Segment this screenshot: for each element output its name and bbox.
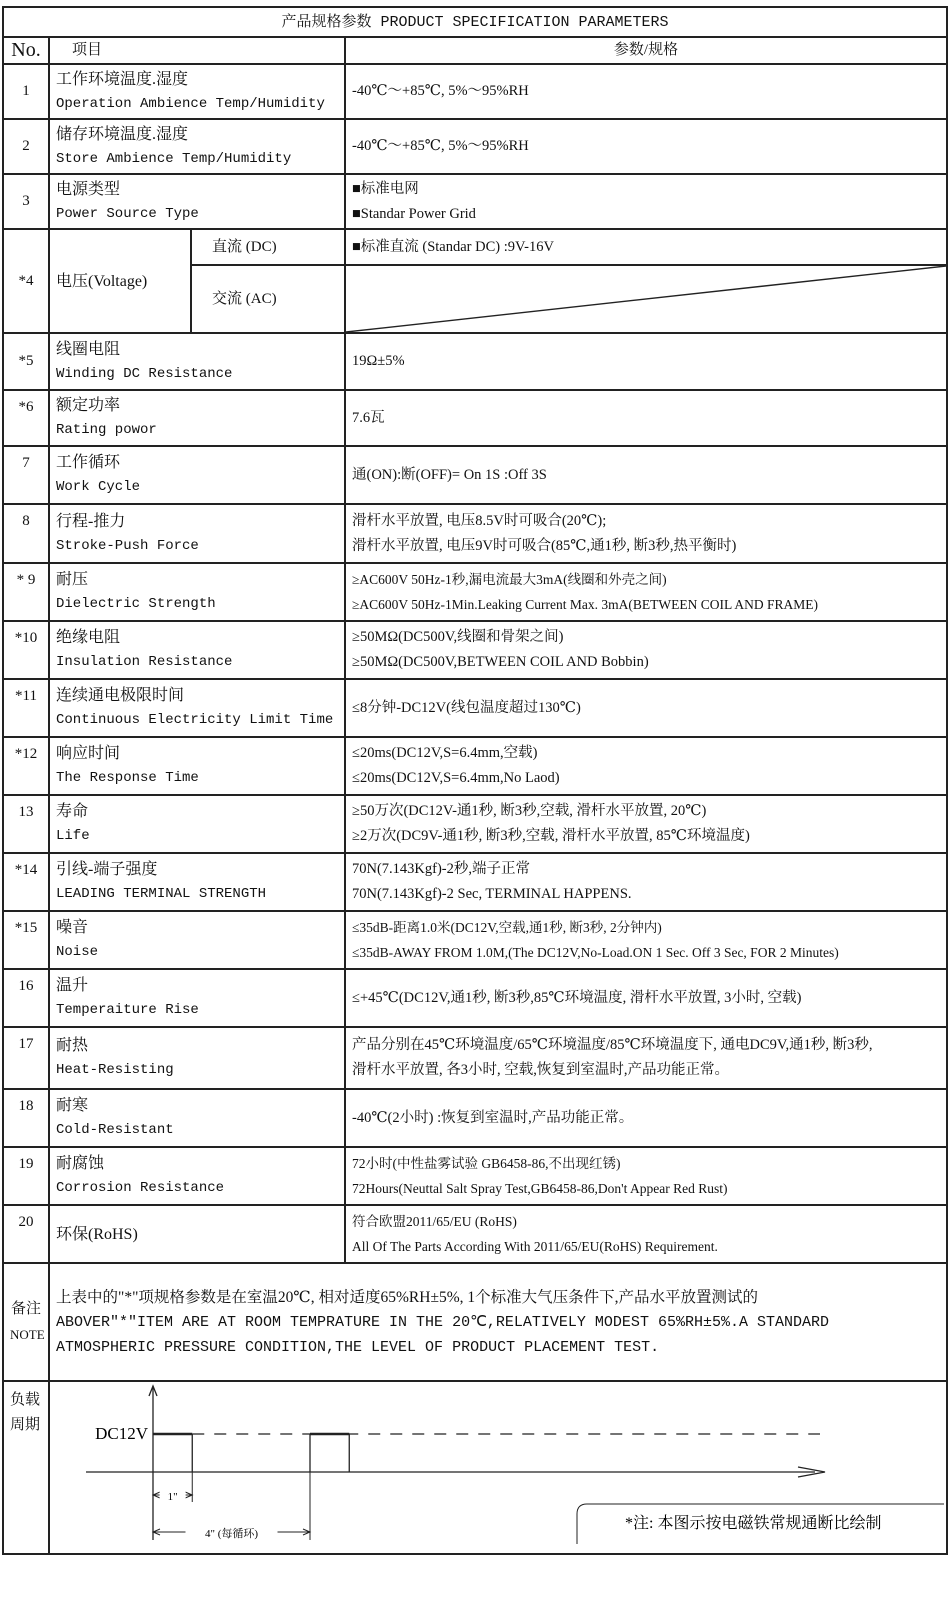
item-name-en: Dielectric Strength	[56, 596, 216, 612]
item-cell	[49, 119, 345, 174]
item-cell	[49, 1027, 345, 1089]
param-cell	[345, 64, 947, 119]
item-name-en: Corrosion Resistance	[56, 1180, 225, 1196]
spec-row	[3, 504, 947, 563]
item-name-en: Stroke-Push Force	[56, 537, 199, 554]
row-number: 2	[3, 119, 49, 174]
param-cell	[345, 174, 947, 229]
item-name-cn: 耐热	[56, 1037, 89, 1054]
param-line: ≤20ms(DC12V,S=6.4mm,No Laod)	[352, 770, 560, 786]
param-cell	[345, 119, 947, 174]
item-name-cn: 噪音	[56, 919, 89, 936]
item-name-cn: 行程-推力	[56, 512, 126, 530]
param-line: 通(ON):断(OFF)= On 1S :Off 3S	[352, 466, 547, 483]
item-name-en: Store Ambience Temp/Humidity	[56, 150, 292, 167]
row-number: *10	[3, 621, 49, 679]
param-cell	[345, 679, 947, 737]
item-cell	[49, 1147, 345, 1205]
spec-row	[3, 1205, 947, 1263]
item-name-cn: 储存环境温度.湿度	[56, 125, 189, 143]
item-name-en: Power Source Type	[56, 205, 199, 222]
param-cell	[345, 1147, 947, 1205]
row-number: 20	[3, 1205, 49, 1263]
param-cell	[345, 333, 947, 390]
cycle-label-line: 周期	[10, 1417, 41, 1433]
item-name-en: Cold-Resistant	[56, 1122, 174, 1138]
spec-row	[3, 737, 947, 795]
cycle-diagram-cell	[49, 1381, 947, 1554]
item-cell	[49, 333, 345, 390]
note-line: ATMOSPHERIC PRESSURE CONDITION,THE LEVEL OF PRODUCT PLACEMENT TEST.	[56, 1338, 660, 1356]
note-line: ABOVER"*"ITEM ARE AT ROOM TEMPRATURE IN THE 20℃,RELATIVELY MODEST 65%RH±5%.A STANDARD	[56, 1313, 829, 1331]
item-name-cn: 绝缘电阻	[56, 629, 121, 646]
spec-row	[3, 1147, 947, 1205]
row-number: * 9	[3, 563, 49, 621]
item-name-cn: 响应时间	[56, 745, 121, 762]
item-name-cn: 引线-端子强度	[56, 861, 158, 878]
param-line: ■Standar Power Grid	[352, 205, 476, 222]
duty-cycle-diagram	[50, 1382, 944, 1544]
param-line: 72小时(中性盐雾试验 GB6458-86,不出现红锈)	[352, 1156, 621, 1171]
dc-label: 直流 (DC)	[191, 229, 345, 265]
note-label-en: NOTE	[10, 1327, 45, 1342]
param-cell	[345, 969, 947, 1027]
row-number: 7	[3, 446, 49, 504]
item-cell	[49, 174, 345, 229]
item-name-cn: 线圈电阻	[56, 340, 121, 358]
param-line: ≥2万次(DC9V-通1秒, 断3秒,空载, 滑杆水平放置, 85℃环境温度)	[352, 828, 750, 844]
param-cell	[345, 1027, 947, 1089]
param-cell	[345, 563, 947, 621]
row-number: *14	[3, 853, 49, 911]
row-number: *5	[3, 333, 49, 390]
param-cell	[345, 390, 947, 446]
item-name-cn: 寿命	[56, 803, 89, 820]
item-cell	[49, 504, 345, 563]
item-name-cn: 额定功率	[56, 397, 121, 414]
spec-row	[3, 174, 947, 229]
param-line: ≥50万次(DC12V-通1秒, 断3秒,空载, 滑杆水平放置, 20℃)	[352, 803, 707, 819]
spec-row	[3, 853, 947, 911]
row-number: 1	[3, 64, 49, 119]
item-cell	[49, 853, 345, 911]
item-name-cn: 工作循环	[56, 454, 121, 471]
param-line: ≥50MΩ(DC500V,线圈和骨架之间)	[352, 629, 564, 645]
item-name-en: LEADING TERMINAL STRENGTH	[56, 886, 267, 902]
item-cell	[49, 563, 345, 621]
item-name-en: Noise	[56, 944, 99, 960]
period-label: 4" (每循环)	[204, 1528, 259, 1540]
spec-row	[3, 795, 947, 853]
row-number: 17	[3, 1027, 49, 1089]
item-cell	[49, 446, 345, 504]
col-header-item: 项目	[49, 37, 345, 64]
item-cell	[49, 911, 345, 969]
on-time-label: 1"	[167, 1491, 178, 1503]
spec-row	[3, 333, 947, 390]
note-label	[3, 1263, 49, 1381]
note-text	[49, 1263, 947, 1381]
spec-row	[3, 563, 947, 621]
item-name-en: Temperaiture Rise	[56, 1002, 199, 1018]
param-line: -40℃(2小时) :恢复到室温时,产品功能正常。	[352, 1109, 634, 1126]
item-name-cn: 电源类型	[56, 180, 121, 198]
item-name-en: Rating powor	[56, 422, 157, 438]
item-name-cn: 耐腐蚀	[56, 1155, 105, 1172]
item-name-cn: 温升	[56, 977, 89, 994]
ac-label: 交流 (AC)	[191, 265, 345, 333]
spec-row	[3, 1027, 947, 1089]
table-title: 产品规格参数 PRODUCT SPECIFICATION PARAMETERS	[3, 7, 947, 37]
row-number: *6	[3, 390, 49, 446]
param-line: 72Hours(Neuttal Salt Spray Test,GB6458-86,Don't Appear Red Rust)	[352, 1181, 728, 1196]
item-name-en: Heat-Resisting	[56, 1062, 174, 1078]
param-line: ■标准直流 (Standar DC) :9V-16V	[352, 238, 554, 255]
item-name-cn: 连续通电极限时间	[56, 687, 185, 704]
param-line: -40℃～+85℃, 5%～95%RH	[352, 138, 529, 154]
param-line: ≤35dB-距离1.0米(DC12V,空载,通1秒, 断3秒, 2分钟内)	[352, 920, 662, 935]
row-number: 8	[3, 504, 49, 563]
spec-row	[3, 911, 947, 969]
item-cell	[49, 679, 345, 737]
param-line: 产品分别在45℃环境温度/65℃环境温度/85℃环境温度下, 通电DC9V,通1秒, 断3秒,	[352, 1037, 873, 1053]
spec-row	[3, 679, 947, 737]
item-name-cn: 电压(Voltage)	[56, 272, 148, 290]
param-line: 滑杆水平放置, 电压9V时可吸合(85℃,通1秒, 断3秒,热平衡时)	[352, 537, 737, 554]
param-cell	[345, 1205, 947, 1263]
param-line: ≤35dB-AWAY FROM 1.0M,(The DC12V,No-Load.ON 1 Sec. Off 3 Sec, FOR 2 Minutes)	[352, 945, 839, 960]
row-number: *12	[3, 737, 49, 795]
param-line: ≥AC600V 50Hz-1秒,漏电流最大3mA(线圈和外壳之间)	[352, 572, 667, 587]
item-cell	[49, 1089, 345, 1147]
param-cell	[345, 1089, 947, 1147]
param-line: ≤20ms(DC12V,S=6.4mm,空载)	[352, 745, 538, 761]
col-header-no: No.	[3, 37, 49, 64]
cycle-label-line: 负载	[10, 1392, 41, 1408]
note-line: 上表中的"*"项规格参数是在室温20℃, 相对适度65%RH±5%, 1个标准大气压条件下,产品水平放置测试的	[56, 1288, 758, 1306]
item-cell	[49, 737, 345, 795]
item-name-cn: 工作环境温度.湿度	[56, 70, 189, 88]
param-line: 符合欧盟2011/65/EU (RoHS)	[352, 1214, 517, 1229]
spec-row	[3, 969, 947, 1027]
cycle-label	[3, 1381, 49, 1554]
spec-table	[2, 6, 948, 1555]
row-number: *15	[3, 911, 49, 969]
voltage-label: DC12V	[95, 1424, 148, 1443]
item-name-cn: 环保(RoHS)	[56, 1225, 138, 1243]
col-header-param: 参数/规格	[345, 37, 947, 64]
param-line: 滑杆水平放置, 各3小时, 空载,恢复到室温时,产品功能正常。	[352, 1062, 729, 1078]
spec-row	[3, 621, 947, 679]
param-cell	[345, 737, 947, 795]
row-number: 16	[3, 969, 49, 1027]
param-line: 滑杆水平放置, 电压8.5V时可吸合(20℃);	[352, 512, 607, 529]
param-line: 70N(7.143Kgf)-2秒,端子正常	[352, 861, 531, 877]
spec-row	[3, 446, 947, 504]
item-cell	[49, 621, 345, 679]
param-line: All Of The Parts According With 2011/65/EU(RoHS) Requirement.	[352, 1239, 718, 1254]
item-cell	[49, 795, 345, 853]
param-line: 7.6瓦	[352, 409, 385, 426]
item-name-en: Winding DC Resistance	[56, 365, 233, 382]
item-cell	[49, 390, 345, 446]
param-cell	[345, 504, 947, 563]
param-line: -40℃～+85℃, 5%～95%RH	[352, 83, 529, 99]
row-number: 18	[3, 1089, 49, 1147]
param-cell	[345, 229, 947, 265]
param-line: ≥AC600V 50Hz-1Min.Leaking Current Max. 3mA(BETWEEN COIL AND FRAME)	[352, 597, 818, 612]
spec-row	[3, 64, 947, 119]
row-number: 13	[3, 795, 49, 853]
cycle-footnote: *注: 本图示按电磁铁常规通断比绘制	[625, 1515, 882, 1532]
item-name-cn: 耐压	[56, 571, 89, 588]
row-number: *11	[3, 679, 49, 737]
param-cell	[345, 911, 947, 969]
item-name-en: Work Cycle	[56, 479, 141, 495]
item-name-cn: 耐寒	[56, 1097, 89, 1114]
param-line: 70N(7.143Kgf)-2 Sec, TERMINAL HAPPENS.	[352, 886, 632, 902]
row-number: 19	[3, 1147, 49, 1205]
item-cell	[49, 1205, 345, 1263]
item-name-en: Life	[56, 828, 90, 844]
param-cell	[345, 795, 947, 853]
item-cell	[49, 229, 191, 333]
item-name-en: The Response Time	[56, 770, 199, 786]
param-cell	[345, 446, 947, 504]
param-line: ■标准电网	[352, 180, 419, 197]
spec-row	[3, 119, 947, 174]
row-number: 3	[3, 174, 49, 229]
item-cell	[49, 969, 345, 1027]
ac-not-applicable	[345, 265, 947, 333]
param-line: ≤8分钟-DC12V(线包温度超过130℃)	[352, 699, 581, 716]
item-name-en: Continuous Electricity Limit Time	[56, 712, 334, 728]
spec-row	[3, 390, 947, 446]
param-cell	[345, 621, 947, 679]
spec-row	[3, 1089, 947, 1147]
row-number: *4	[3, 229, 49, 333]
item-cell	[49, 64, 345, 119]
param-line: ≤+45℃(DC12V,通1秒, 断3秒,85℃环境温度, 滑杆水平放置, 3小时, 空载)	[352, 989, 802, 1006]
param-line: ≥50MΩ(DC500V,BETWEEN COIL AND Bobbin)	[352, 654, 649, 670]
param-line: 19Ω±5%	[352, 353, 405, 369]
note-label-cn: 备注	[10, 1301, 41, 1317]
param-cell	[345, 853, 947, 911]
item-name-en: Insulation Resistance	[56, 654, 233, 670]
item-name-en: Operation Ambience Temp/Humidity	[56, 95, 325, 112]
